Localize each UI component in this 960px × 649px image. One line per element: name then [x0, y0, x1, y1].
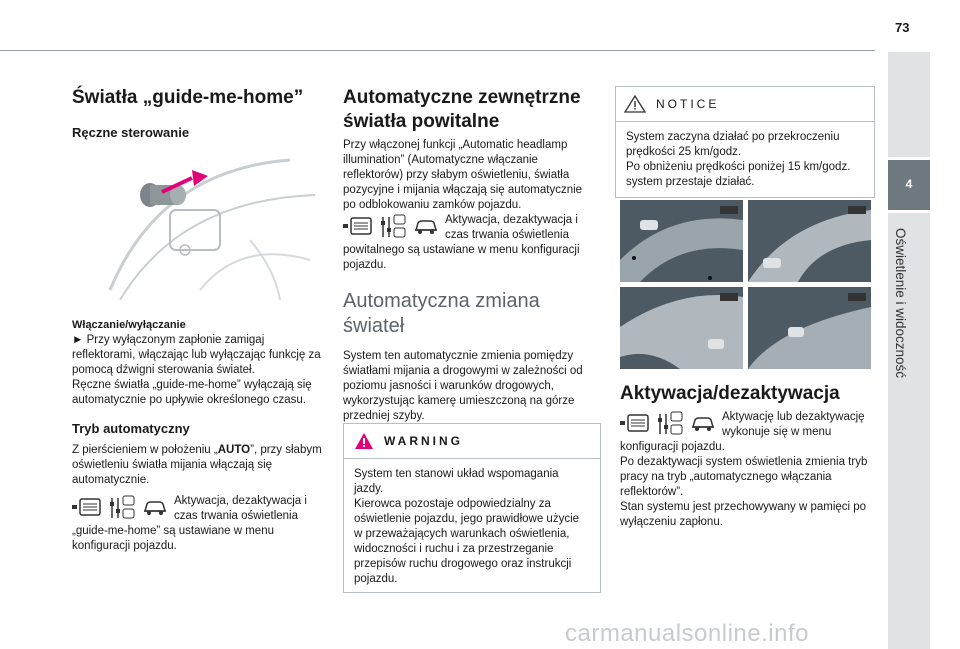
settings-menu-icon: [656, 410, 684, 436]
onoff-text: ► Przy wyłączonym zapłonie zamigaj reflektorami, włączając lub wyłączając funkcję za pomocą dźwigni sterowania świateł.: [72, 334, 321, 376]
icons-text: Aktywację lub dezaktywację wykonuje się w menu: [722, 411, 865, 438]
activation-text-3: Stan systemu jest przechowywany w pamięci po wyłączeniu zapłonu.: [620, 501, 867, 528]
settings-menu-icon: [108, 494, 136, 520]
welcome-intro: Przy włączonej funkcji „Automatic headlamp illumination” (Automatyczne włączanie reflektorów) przy słabym oświetleniu, światła pozycyjne i mijania włączają się automatycznie po odblokowaniu zamków pojazdu.: [343, 139, 583, 211]
page-number: 73: [895, 20, 910, 35]
road-illustration-1: [620, 200, 743, 282]
car-settings-icon: [413, 216, 439, 236]
notice-icon: [624, 95, 646, 113]
side-tab-background: [888, 52, 930, 157]
chapter-title: Oświetlenie i widoczność: [893, 228, 908, 379]
menu-icons-row: [72, 494, 327, 524]
notice-box: [615, 86, 875, 198]
section-title: Światła „guide-me-home”: [72, 87, 304, 108]
car-settings-icon: [142, 497, 168, 517]
touchscreen-icon: [343, 216, 373, 236]
warning-text: System ten stanowi układ wspomagania jazdy.: [354, 468, 559, 495]
section-title: Automatyczne zewnętrzne światła powitalne: [343, 87, 581, 132]
road-illustration-3: [620, 287, 743, 369]
icons-text-2: powitalnego są ustawiane w menu konfiguracji pojazdu.: [343, 244, 580, 271]
auto-mode-heading: Tryb automatyczny: [72, 421, 190, 436]
warning-icon: [354, 432, 374, 450]
onoff-text-2: Ręczne światła „guide-me-home” wyłączają się automatycznie po upływie określonego czasu.: [72, 379, 312, 406]
touchscreen-icon: [72, 497, 102, 517]
subsection-title: Ręczne sterowanie: [72, 125, 190, 140]
notice-header: [616, 87, 874, 122]
activation-text-2: Po dezaktywacji system oświetlenia zmienia tryb pracy na tryb „automatycznego włączania reflektorów”.: [620, 456, 868, 498]
section-title: Aktywacja/dezaktywacja: [620, 383, 840, 404]
auto-switch-title: Automatyczna zmiana świateł: [343, 290, 540, 337]
menu-icons-row: [620, 410, 878, 440]
touchscreen-icon: [620, 413, 650, 433]
chapter-tab: [888, 160, 930, 210]
auto-switch-text: System ten automatycznie zmienia pomiędzy światłami mijania a drogowymi w zależności od poziomu jasności i warunków drogowych, wykorzystując kamerę umieszczoną na górze przedniej szyby.: [343, 350, 583, 422]
warning-box: [343, 423, 601, 593]
warning-text-2: Kierowca pozostaje odpowiedzialny za oświetlenie pojazdu, jego prawidłowe użycie w przeważających warunkach oświetlenia, widoczności i ruchu i za przestrzeganie przepisów ruchu drogowego oraz instrukcji pojazdu.: [354, 498, 580, 585]
icons-text: Aktywacja, dezaktywacja i czas trwania oświetlenia: [445, 214, 578, 241]
column-welcome-lights: [343, 86, 598, 424]
warning-label: WARNING: [384, 433, 463, 448]
onoff-heading: Włączanie/wyłączanie: [72, 319, 186, 331]
road-illustration-4: [748, 287, 871, 369]
notice-text: System zaczyna działać po przekroczeniu prędkości 25 km/godz.: [626, 131, 840, 158]
column-activation: [620, 382, 878, 530]
road-illustration-2: [748, 200, 871, 282]
watermark: carmanualsonline.info: [565, 620, 809, 647]
car-settings-icon: [690, 413, 716, 433]
notice-label: NOTICE: [656, 96, 720, 111]
column-guide-me-home-continued: [72, 318, 327, 554]
auto-mode-text: Z pierścieniem w położeniu „AUTO”, przy słabym oświetleniu światła mijania włączają się automatycznie.: [72, 444, 322, 486]
icons-text-2: „guide-me-home” są ustawiane w menu konfiguracji pojazdu.: [72, 525, 274, 552]
column-guide-me-home: [72, 86, 327, 141]
notice-text-2: Po obniżeniu prędkości poniżej 15 km/godz. system przestaje działać.: [626, 161, 851, 188]
header-rule: [0, 50, 875, 51]
icons-text: Aktywacja, dezaktywacja i czas trwania oświetlenia: [174, 495, 307, 522]
settings-menu-icon: [379, 213, 407, 239]
icons-text-2: konfiguracji pojazdu.: [620, 441, 725, 453]
menu-icons-row: [343, 213, 598, 243]
chapter-number: 4: [905, 177, 913, 191]
warning-header: [344, 424, 600, 459]
steering-stalk-illustration: [100, 140, 325, 305]
